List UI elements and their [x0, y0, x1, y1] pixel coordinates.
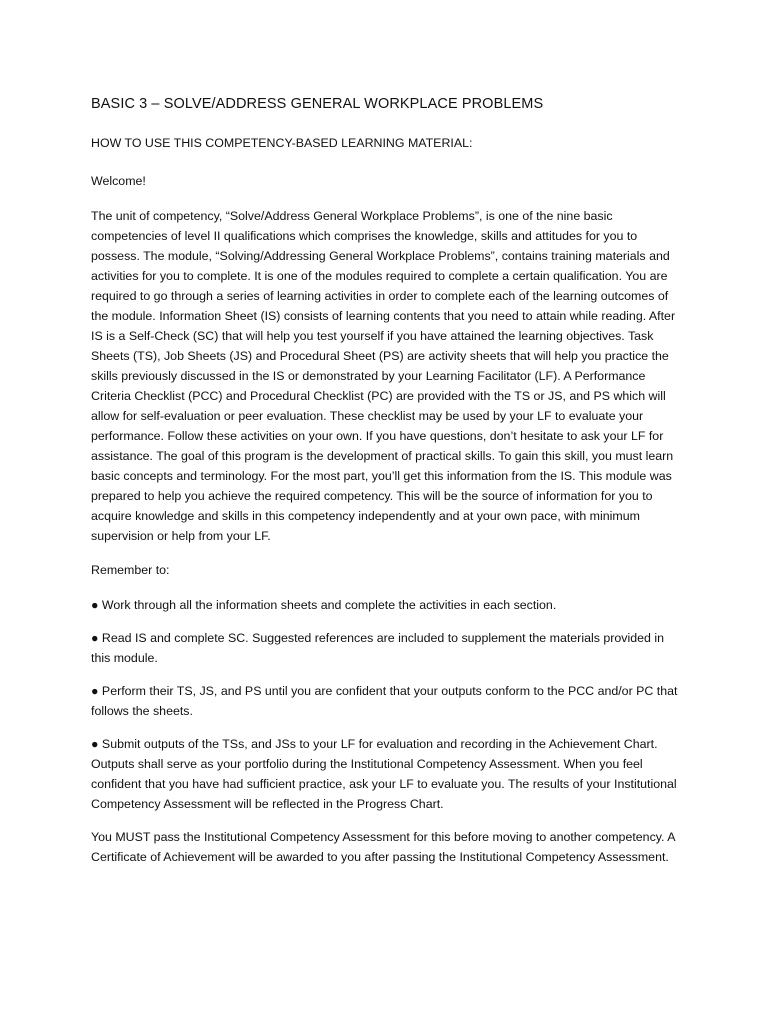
document-page: [91, 94, 679, 867]
bullet-item: ● Submit outputs of the TSs, and JSs to your LF for evaluation and recording in the Achievement Chart. Outputs shall serve as your portfolio during the Institutional Competency Assessment. When you feel confident that you have had sufficient practice, ask your LF to evaluate you. The results of your Institutional Competency Assessment will be reflected in the Progress Chart.: [91, 737, 677, 811]
intro-paragraph: The unit of competency, “Solve/Address General Workplace Problems”, is one of the nine basic competencies of level II qualifications which comprises the knowledge, skills and attitudes for you to possess. The module, “Solving/Addressing General Workplace Problems”, contains training materials and activities for you to complete. It is one of the modules required to complete a certain qualification. You are required to go through a series of learning activities in order to complete each of the learning outcomes of the module. Information Sheet (IS) consists of learning contents that you need to attain while reading. After IS is a Self-Check (SC) that will help you test yourself if you have attained the learning objectives. Task Sheets (TS), Job Sheets (JS) and Procedural Sheet (PS) are activity sheets that will help you practice the skills previously discussed in the IS or demonstrated by your Learning Facilitator (LF). A Performance Criteria Checklist (PCC) and Procedural Checklist (PC) are provided with the TS or JS, and PS which will allow for self-evaluation or peer evaluation. These checklist may be used by your LF to evaluate your performance. Follow these activities on your own. If you have questions, don’t hesitate to ask your LF for assistance. The goal of this program is the development of practical skills. To gain this skill, you must learn basic concepts and terminology. For the most part, you’ll get this information from the IS. This module was prepared to help you achieve the required competency. This will be the source of information for you to acquire knowledge and skills in this competency independently and at your own pace, with minimum supervision or help from your LF.: [91, 209, 676, 543]
closing-paragraph: You MUST pass the Institutional Competency Assessment for this before moving to another competency. A Certificate of Achievement will be awarded to you after passing the Institutional Competency Assessment.: [91, 830, 675, 864]
document-subtitle: HOW TO USE THIS COMPETENCY-BASED LEARNING MATERIAL:: [91, 136, 473, 150]
bullet-item: ● Work through all the information sheets and complete the activities in each section.: [91, 598, 557, 612]
bullet-item: ● Read IS and complete SC. Suggested references are included to supplement the materials provided in this module.: [91, 631, 664, 665]
document-title: BASIC 3 – SOLVE/ADDRESS GENERAL WORKPLACE PROBLEMS: [91, 96, 544, 112]
welcome-text: Welcome!: [91, 174, 146, 188]
bullet-item: ● Perform their TS, JS, and PS until you are confident that your outputs conform to the PCC and/or PC that follows the sheets.: [91, 684, 678, 718]
remember-heading: Remember to:: [91, 563, 170, 577]
